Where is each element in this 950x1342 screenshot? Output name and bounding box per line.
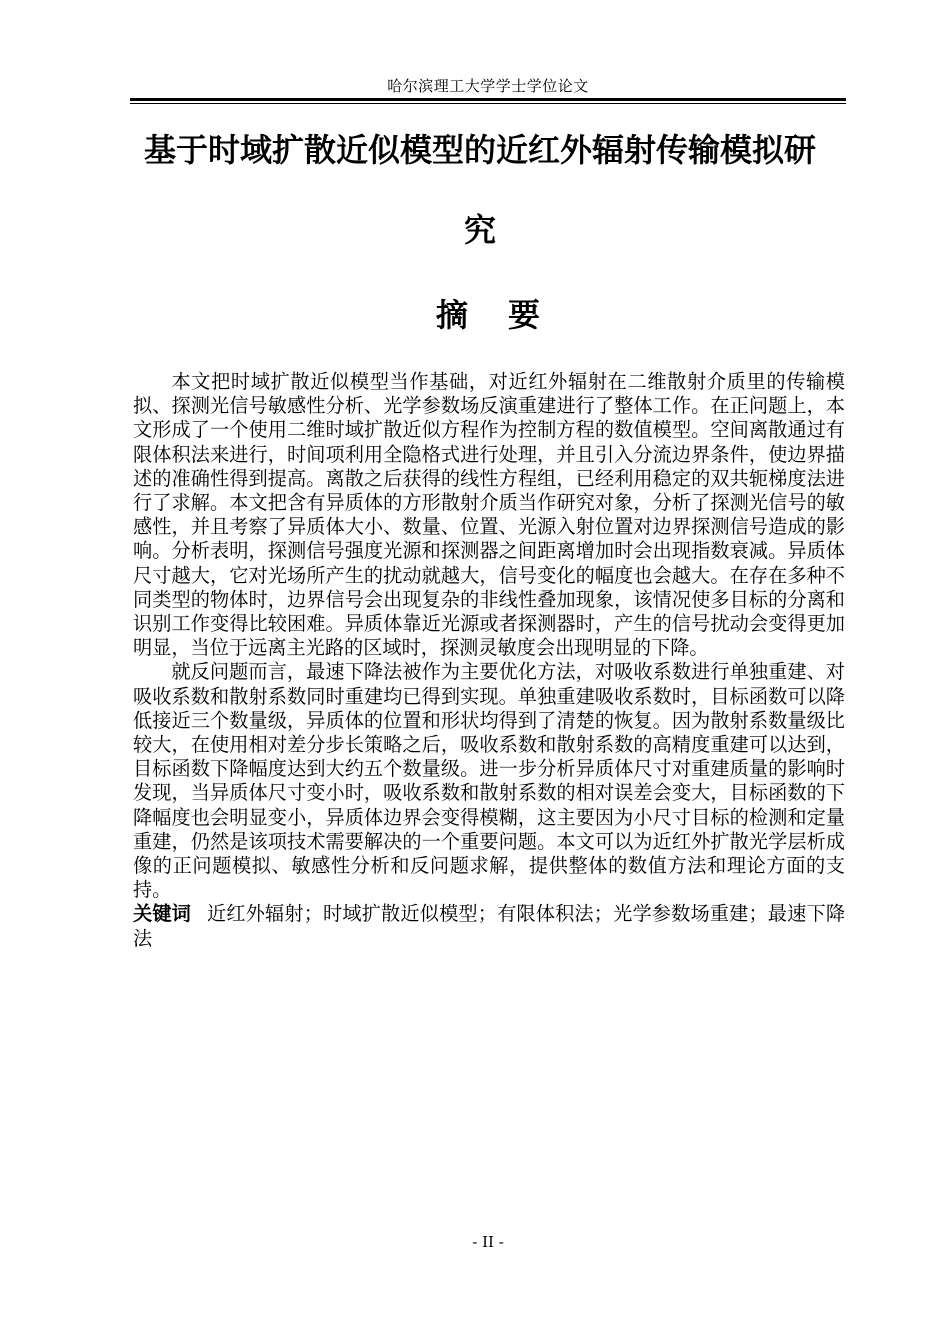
running-header: 哈尔滨理工大学学士学位论文 bbox=[387, 77, 589, 95]
keywords-line bbox=[133, 902, 845, 950]
header-rule-thin bbox=[130, 103, 846, 104]
header-rule-thick bbox=[130, 98, 846, 101]
page-number: - II - bbox=[472, 1233, 504, 1251]
keywords-label: 关键词 bbox=[133, 902, 192, 926]
abstract-paragraph-1: 本文把时域扩散近似模型当作基础，对近红外辐射在二维散射介质里的传输模拟、探测光信号敏感性分析、光学参数场反演重建进行了整体工作。在正问题上，本文形成了一个使用二维时域扩散近似方程作为控制方程的数值模型。空间离散通过有限体积法来进行，时间项利用全隐格式进行处理，并且引入分流边界条件，使边界描述的准确性得到提高。离散之后获得的线性方程组，已经利用稳定的双共轭梯度法进行了求解。本文把含有异质体的方形散射介质当作研究对象，分析了探测光信号的敏感性，并且考察了异质体大小、数量、位置、光源入射位置对边界探测信号造成的影响。分析表明，探测信号强度光源和探测器之间距离增加时会出现指数衰减。异质体尺寸越大，它对光场所产生的扰动就越大，信号变化的幅度也会越大。在存在多种不同类型的物体时，边界信号会出现复杂的非线性叠加现象，该情况使多目标的分离和识别工作变得比较困难。异质体靠近光源或者探测器时，产生的信号扰动会变得更加明显，当位于远离主光路的区域时，探测灵敏度会出现明显的下降。 bbox=[133, 370, 845, 660]
abstract-body bbox=[133, 370, 845, 951]
thesis-title-line-2: 究 bbox=[463, 211, 496, 249]
abstract-heading: 摘要 bbox=[435, 296, 580, 334]
keywords-text: 近红外辐射；时域扩散近似模型；有限体积法；光学参数场重建；最速下降法 bbox=[133, 902, 846, 950]
thesis-title-line-1: 基于时域扩散近似模型的近红外辐射传输模拟研 bbox=[143, 131, 816, 169]
abstract-paragraph-2: 就反问题而言，最速下降法被作为主要优化方法，对吸收系数进行单独重建、对吸收系数和散射系数同时重建均已得到实现。单独重建吸收系数时，目标函数可以降低接近三个数量级，异质体的位置和形状均得到了清楚的恢复。因为散射系数量级比较大，在使用相对差分步长策略之后，吸收系数和散射系数的高精度重建可以达到，目标函数下降幅度达到大约五个数量级。进一步分析异质体尺寸对重建质量的影响时发现，当异质体尺寸变小时，吸收系数和散射系数的相对误差会变大，目标函数的下降幅度也会明显变小，异质体边界会变得模糊，这主要因为小尺寸目标的检测和定量重建，仍然是该项技术需要解决的一个重要问题。本文可以为近红外扩散光学层析成像的正问题模拟、敏感性分析和反问题求解，提供整体的数值方法和理论方面的支持。 bbox=[133, 660, 845, 902]
